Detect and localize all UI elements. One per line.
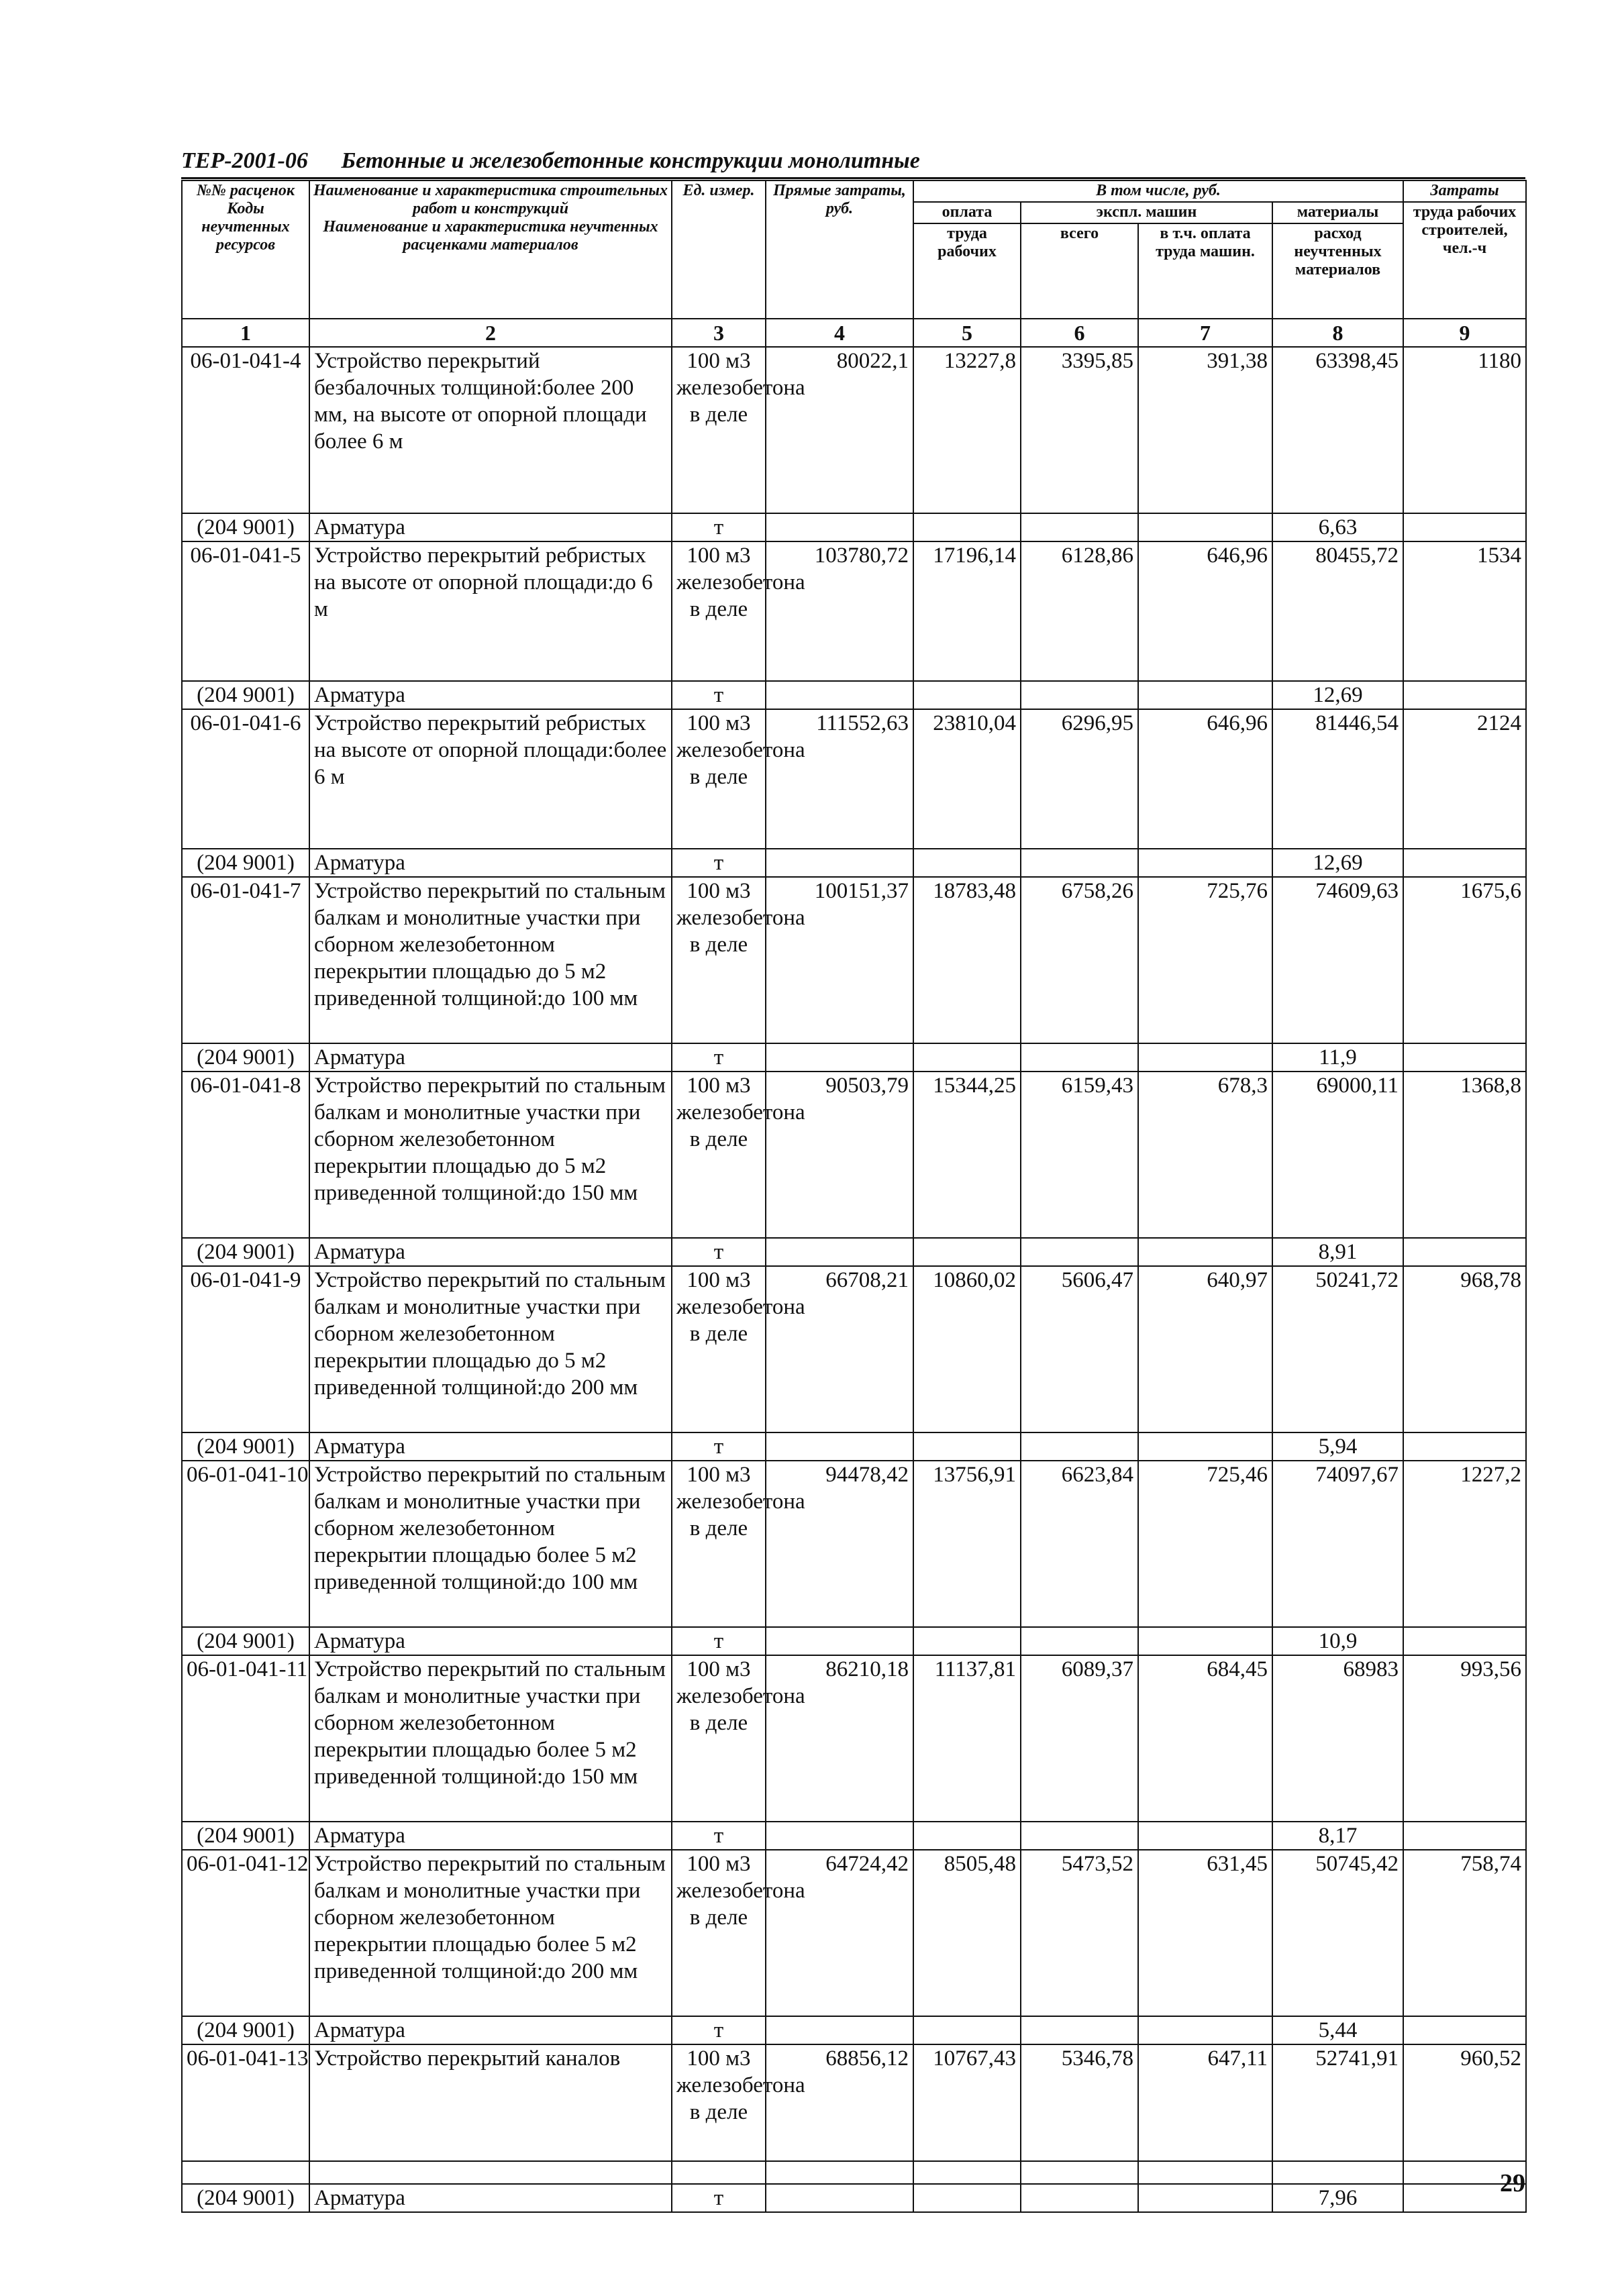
cell-labor-hours: 1675,6	[1403, 877, 1526, 1043]
cell-machine-operator-pay: 646,96	[1138, 709, 1272, 849]
table-row	[182, 877, 1526, 1043]
cell-empty	[766, 2184, 913, 2212]
material-row	[182, 2184, 1526, 2212]
cell-empty	[1138, 1238, 1272, 1266]
cell-empty	[766, 681, 913, 709]
cell-description: Устройство перекрытий по стальным балкам и монолитные участки при сборном железобетонном перекрытии площадью до 5 м2 приведенной толщиной:до 100 мм	[309, 877, 672, 1043]
cell-machine-operator-pay: 647,11	[1138, 2044, 1272, 2184]
cell-materials: 80455,72	[1272, 541, 1403, 681]
material-row	[182, 1822, 1526, 1850]
column-header-rate-number: №№ расценок	[196, 182, 295, 199]
cell-machines-total: 5346,78	[1021, 2044, 1138, 2184]
cell-material-quantity: 8,91	[1272, 1238, 1403, 1266]
cell-material-name: Арматура	[309, 1238, 672, 1266]
cell-materials: 74097,67	[1272, 1461, 1403, 1627]
material-row	[182, 1238, 1526, 1266]
cell-empty	[1021, 2184, 1138, 2212]
cell-material-quantity: 12,69	[1272, 681, 1403, 709]
cell-worker-pay: 11137,81	[913, 1655, 1021, 1822]
cell-material-unit: т	[672, 2016, 766, 2044]
document-code: ТЕР-2001-06	[181, 148, 308, 173]
cell-empty	[1021, 513, 1138, 541]
cell-empty	[766, 1432, 913, 1461]
cell-materials: 81446,54	[1272, 709, 1403, 849]
cell-empty	[913, 2016, 1021, 2044]
cell-material-code: (204 9001)	[182, 1043, 309, 1072]
cell-material-name: Арматура	[309, 849, 672, 877]
cell-material-unit: т	[672, 1822, 766, 1850]
cell-machines-total: 6296,95	[1021, 709, 1138, 849]
document-header	[181, 146, 1523, 176]
cell-rate-code: 06-01-041-10	[182, 1461, 309, 1627]
cell-empty	[1403, 849, 1526, 877]
cell-empty	[1403, 1432, 1526, 1461]
cell-material-quantity: 7,96	[1272, 2184, 1403, 2212]
material-row	[182, 513, 1526, 541]
cell-material-name: Арматура	[309, 681, 672, 709]
cell-direct-costs: 103780,72	[766, 541, 913, 681]
cell-empty	[913, 513, 1021, 541]
column-number: 8	[1272, 319, 1403, 347]
cell-empty	[766, 849, 913, 877]
cell-materials: 63398,45	[1272, 347, 1403, 513]
cell-empty	[1021, 2016, 1138, 2044]
cell-material-name: Арматура	[309, 1432, 672, 1461]
cell-empty	[1021, 849, 1138, 877]
column-header-material-name: Наименование и характеристика неучтенных расценками материалов	[323, 218, 658, 254]
rates-table	[181, 180, 1527, 2213]
cell-machine-operator-pay: 725,46	[1138, 1461, 1272, 1627]
cell-empty	[1138, 2184, 1272, 2212]
cell-unit: 100 м3 железобетона в деле	[672, 1072, 766, 1238]
cell-machine-operator-pay: 684,45	[1138, 1655, 1272, 1822]
cell-worker-pay: 18783,48	[913, 877, 1021, 1043]
cell-machines-total: 5606,47	[1021, 1266, 1138, 1432]
column-number: 7	[1138, 319, 1272, 347]
cell-material-unit: т	[672, 1627, 766, 1655]
cell-material-code: (204 9001)	[182, 1822, 309, 1850]
cell-material-quantity: 5,44	[1272, 2016, 1403, 2044]
cell-empty	[913, 849, 1021, 877]
cell-empty	[1021, 1822, 1138, 1850]
cell-materials: 69000,11	[1272, 1072, 1403, 1238]
cell-empty	[913, 681, 1021, 709]
cell-material-code: (204 9001)	[182, 849, 309, 877]
column-header-machines: экспл. машин	[1021, 202, 1272, 223]
column-header-materials: материалы	[1272, 202, 1403, 223]
cell-material-code: (204 9001)	[182, 513, 309, 541]
cell-labor-hours: 2124	[1403, 709, 1526, 849]
cell-worker-pay: 13227,8	[913, 347, 1021, 513]
cell-material-code: (204 9001)	[182, 681, 309, 709]
cell-rate-code: 06-01-041-9	[182, 1266, 309, 1432]
cell-machines-total: 6089,37	[1021, 1655, 1138, 1822]
footer-rule	[181, 2160, 1525, 2162]
cell-rate-code: 06-01-041-4	[182, 347, 309, 513]
cell-empty	[913, 1627, 1021, 1655]
cell-empty	[1403, 1822, 1526, 1850]
cell-empty	[1403, 1043, 1526, 1072]
document-title: Бетонные и железобетонные конструкции монолитные	[341, 148, 920, 173]
cell-machines-total: 6159,43	[1021, 1072, 1138, 1238]
table-row	[182, 709, 1526, 849]
cell-labor-hours: 960,52	[1403, 2044, 1526, 2184]
material-row	[182, 1043, 1526, 1072]
cell-material-unit: т	[672, 849, 766, 877]
cell-empty	[1021, 1043, 1138, 1072]
cell-machine-operator-pay: 725,76	[1138, 877, 1272, 1043]
column-header-resource-codes: Коды неучтенных ресурсов	[201, 200, 290, 254]
cell-worker-pay: 10860,02	[913, 1266, 1021, 1432]
cell-rate-code: 06-01-041-11	[182, 1655, 309, 1822]
cell-empty	[766, 513, 913, 541]
cell-materials: 50745,42	[1272, 1850, 1403, 2016]
cell-unit: 100 м3 железобетона в деле	[672, 347, 766, 513]
column-number-row	[182, 319, 1526, 347]
column-number: 9	[1403, 319, 1526, 347]
cell-empty	[1403, 513, 1526, 541]
cell-empty	[1138, 1627, 1272, 1655]
cell-material-unit: т	[672, 513, 766, 541]
cell-material-name: Арматура	[309, 2016, 672, 2044]
cell-unit: 100 м3 железобетона в деле	[672, 1461, 766, 1627]
cell-direct-costs: 86210,18	[766, 1655, 913, 1822]
cell-empty	[766, 2016, 913, 2044]
cell-material-code: (204 9001)	[182, 1238, 309, 1266]
column-header-labor-group: Затраты	[1403, 180, 1526, 202]
cell-description: Устройство перекрытий по стальным балкам и монолитные участки при сборном железобетонном перекрытии площадью до 5 м2 приведенной толщиной:до 200 мм	[309, 1266, 672, 1432]
cell-worker-pay: 17196,14	[913, 541, 1021, 681]
cell-material-unit: т	[672, 681, 766, 709]
cell-material-quantity: 10,9	[1272, 1627, 1403, 1655]
cell-material-unit: т	[672, 1432, 766, 1461]
column-header-labor-hours: труда рабочих строителей, чел.-ч	[1403, 202, 1526, 319]
column-header-group: В том числе, руб.	[913, 180, 1403, 202]
cell-empty	[913, 1238, 1021, 1266]
cell-materials: 74609,63	[1272, 877, 1403, 1043]
cell-empty	[1138, 513, 1272, 541]
cell-labor-hours: 1368,8	[1403, 1072, 1526, 1238]
cell-description: Устройство перекрытий ребристых на высоте от опорной площади:более 6 м	[309, 709, 672, 849]
cell-labor-hours: 1534	[1403, 541, 1526, 681]
cell-empty	[766, 1043, 913, 1072]
cell-machines-total: 6128,86	[1021, 541, 1138, 681]
cell-rate-code: 06-01-041-7	[182, 877, 309, 1043]
table-row	[182, 1655, 1526, 1822]
column-number: 4	[766, 319, 913, 347]
cell-machine-operator-pay: 631,45	[1138, 1850, 1272, 2016]
cell-empty	[1138, 1822, 1272, 1850]
cell-description: Устройство перекрытий по стальным балкам и монолитные участки при сборном железобетонном перекрытии площадью до 5 м2 приведенной толщиной:до 150 мм	[309, 1072, 672, 1238]
column-header-codes	[182, 180, 309, 319]
cell-empty	[1021, 1432, 1138, 1461]
material-row	[182, 1432, 1526, 1461]
cell-description: Устройство перекрытий каналов	[309, 2044, 672, 2184]
column-header-material-consumption: расход неучтенных материалов	[1272, 223, 1403, 319]
cell-machines-total: 6758,26	[1021, 877, 1138, 1043]
cell-material-name: Арматура	[309, 1627, 672, 1655]
cell-material-code: (204 9001)	[182, 1627, 309, 1655]
cell-materials: 68983	[1272, 1655, 1403, 1822]
column-header-work-name: Наименование и характеристика строительных работ и конструкций	[313, 182, 668, 217]
cell-description: Устройство перекрытий по стальным балкам и монолитные участки при сборном железобетонном перекрытии площадью более 5 м2 приведенной толщиной:до 100 мм	[309, 1461, 672, 1627]
cell-rate-code: 06-01-041-5	[182, 541, 309, 681]
column-number: 5	[913, 319, 1021, 347]
cell-description: Устройство перекрытий ребристых на высоте от опорной площади:до 6 м	[309, 541, 672, 681]
cell-material-code: (204 9001)	[182, 2016, 309, 2044]
column-header-direct-costs: Прямые затраты, руб.	[766, 180, 913, 319]
header-rule	[181, 177, 1525, 179]
cell-direct-costs: 80022,1	[766, 347, 913, 513]
cell-material-quantity: 11,9	[1272, 1043, 1403, 1072]
cell-machine-operator-pay: 391,38	[1138, 347, 1272, 513]
cell-empty	[1021, 681, 1138, 709]
cell-material-name: Арматура	[309, 513, 672, 541]
column-header-payment: оплата	[913, 202, 1021, 223]
cell-material-quantity: 12,69	[1272, 849, 1403, 877]
material-row	[182, 2016, 1526, 2044]
cell-materials: 52741,91	[1272, 2044, 1403, 2184]
cell-unit: 100 м3 железобетона в деле	[672, 1850, 766, 2016]
cell-material-quantity: 6,63	[1272, 513, 1403, 541]
column-header-machine-operator-pay: в т.ч. оплата труда машин.	[1138, 223, 1272, 319]
cell-machines-total: 5473,52	[1021, 1850, 1138, 2016]
column-number: 3	[672, 319, 766, 347]
cell-description: Устройство перекрытий по стальным балкам и монолитные участки при сборном железобетонном перекрытии площадью более 5 м2 приведенной толщиной:до 150 мм	[309, 1655, 672, 1822]
cell-labor-hours: 993,56	[1403, 1655, 1526, 1822]
cell-machines-total: 3395,85	[1021, 347, 1138, 513]
cell-empty	[1138, 1043, 1272, 1072]
cell-direct-costs: 68856,12	[766, 2044, 913, 2184]
table-row	[182, 2044, 1526, 2184]
cell-empty	[913, 2184, 1021, 2212]
cell-empty	[1138, 849, 1272, 877]
cell-material-code: (204 9001)	[182, 2184, 309, 2212]
cell-direct-costs: 111552,63	[766, 709, 913, 849]
cell-material-quantity: 8,17	[1272, 1822, 1403, 1850]
cell-worker-pay: 15344,25	[913, 1072, 1021, 1238]
cell-machines-total: 6623,84	[1021, 1461, 1138, 1627]
table-row	[182, 1461, 1526, 1627]
cell-empty	[1138, 1432, 1272, 1461]
column-header-unit: Ед. измер.	[672, 180, 766, 319]
table-row	[182, 541, 1526, 681]
material-row	[182, 849, 1526, 877]
cell-unit: 100 м3 железобетона в деле	[672, 2044, 766, 2184]
material-row	[182, 681, 1526, 709]
cell-labor-hours: 1227,2	[1403, 1461, 1526, 1627]
cell-material-unit: т	[672, 1043, 766, 1072]
cell-empty	[913, 1822, 1021, 1850]
cell-description: Устройство перекрытий безбалочных толщиной:более 200 мм, на высоте от опорной площади более 6 м	[309, 347, 672, 513]
table-row	[182, 1850, 1526, 2016]
cell-description: Устройство перекрытий по стальным балкам и монолитные участки при сборном железобетонном перекрытии площадью более 5 м2 приведенной толщиной:до 200 мм	[309, 1850, 672, 2016]
cell-material-code: (204 9001)	[182, 1432, 309, 1461]
cell-machine-operator-pay: 646,96	[1138, 541, 1272, 681]
cell-empty	[913, 1432, 1021, 1461]
cell-material-name: Арматура	[309, 2184, 672, 2212]
cell-empty	[1021, 1238, 1138, 1266]
column-number: 1	[182, 319, 309, 347]
cell-direct-costs: 64724,42	[766, 1850, 913, 2016]
cell-empty	[1403, 2016, 1526, 2044]
cell-direct-costs: 90503,79	[766, 1072, 913, 1238]
column-number: 6	[1021, 319, 1138, 347]
cell-empty	[1021, 1627, 1138, 1655]
cell-worker-pay: 13756,91	[913, 1461, 1021, 1627]
cell-unit: 100 м3 железобетона в деле	[672, 709, 766, 849]
column-header-machines-total: всего	[1021, 223, 1138, 319]
table-row	[182, 347, 1526, 513]
column-number: 2	[309, 319, 672, 347]
cell-empty	[913, 1043, 1021, 1072]
cell-material-unit: т	[672, 1238, 766, 1266]
cell-material-unit: т	[672, 2184, 766, 2212]
cell-material-quantity: 5,94	[1272, 1432, 1403, 1461]
page-number: 29	[1500, 2169, 1525, 2197]
cell-machine-operator-pay: 678,3	[1138, 1072, 1272, 1238]
cell-empty	[1403, 1238, 1526, 1266]
cell-worker-pay: 8505,48	[913, 1850, 1021, 2016]
cell-unit: 100 м3 железобетона в деле	[672, 541, 766, 681]
cell-rate-code: 06-01-041-6	[182, 709, 309, 849]
cell-worker-pay: 10767,43	[913, 2044, 1021, 2184]
cell-labor-hours: 968,78	[1403, 1266, 1526, 1432]
column-header-names	[309, 180, 672, 319]
cell-rate-code: 06-01-041-8	[182, 1072, 309, 1238]
column-header-worker-pay: труда рабочих	[913, 223, 1021, 319]
cell-material-name: Арматура	[309, 1043, 672, 1072]
cell-empty	[766, 1822, 913, 1850]
cell-direct-costs: 66708,21	[766, 1266, 913, 1432]
cell-rate-code: 06-01-041-12	[182, 1850, 309, 2016]
cell-worker-pay: 23810,04	[913, 709, 1021, 849]
cell-empty	[1138, 681, 1272, 709]
cell-unit: 100 м3 железобетона в деле	[672, 877, 766, 1043]
cell-empty	[1403, 681, 1526, 709]
cell-direct-costs: 100151,37	[766, 877, 913, 1043]
cell-machine-operator-pay: 640,97	[1138, 1266, 1272, 1432]
cell-empty	[766, 1238, 913, 1266]
cell-labor-hours: 1180	[1403, 347, 1526, 513]
cell-empty	[766, 1627, 913, 1655]
cell-unit: 100 м3 железобетона в деле	[672, 1655, 766, 1822]
cell-unit: 100 м3 железобетона в деле	[672, 1266, 766, 1432]
cell-material-name: Арматура	[309, 1822, 672, 1850]
cell-empty	[1403, 1627, 1526, 1655]
rates-body	[182, 347, 1526, 2212]
cell-empty	[1138, 2016, 1272, 2044]
cell-labor-hours: 758,74	[1403, 1850, 1526, 2016]
cell-materials: 50241,72	[1272, 1266, 1403, 1432]
table-row	[182, 1072, 1526, 1238]
material-row	[182, 1627, 1526, 1655]
cell-rate-code: 06-01-041-13	[182, 2044, 309, 2184]
cell-direct-costs: 94478,42	[766, 1461, 913, 1627]
table-row	[182, 1266, 1526, 1432]
